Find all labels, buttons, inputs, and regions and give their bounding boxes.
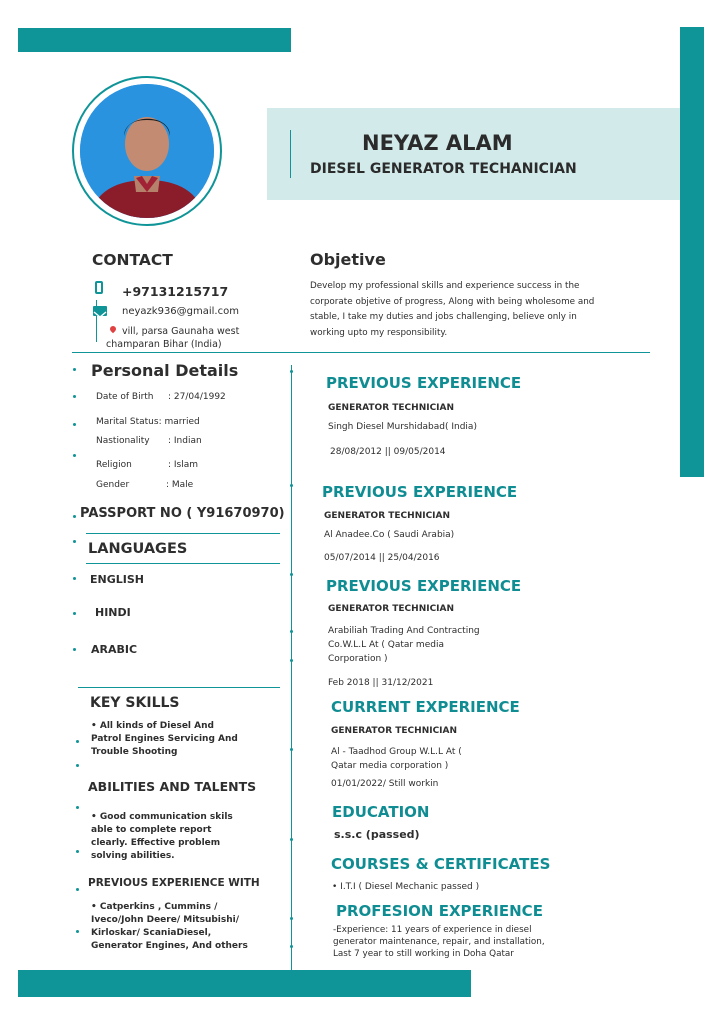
prev-with-line: • Catperkins , Cummins / [91,902,218,912]
timeline-line [291,365,292,970]
personal-row [96,480,193,490]
courses-heading: COURSES & CERTIFICATES [331,855,551,873]
profesion-line: Last 7 year to still working in Doha Qatar [333,949,514,959]
experience-company: Singh Diesel Murshidabad( India) [328,422,477,432]
personal-heading: Personal Details [91,361,239,380]
experience-company [331,745,462,773]
timeline-dot [290,838,293,841]
timeline-dot [290,945,293,948]
email-icon [93,306,107,316]
objective-line: stable, I take my duties and jobs challenging, believe only in [310,312,577,322]
email-address[interactable]: neyazk936@gmail.com [122,306,239,317]
timeline-dot [290,484,293,487]
timeline-dot [290,748,293,751]
experience-company-line: Qatar media corporation ) [331,761,449,771]
profile-photo [80,84,214,218]
skills-heading: KEY SKILLS [90,695,180,711]
person-avatar-icon [80,84,214,218]
experience-role: GENERATOR TECHNICIAN [331,726,458,736]
bullet-dot [76,888,79,891]
bullet-dot [73,612,76,615]
experience-heading: PREVIOUS EXPERIENCE [326,577,522,595]
prev-with-line: Kirloskar/ ScaniaDiesel, [91,928,212,938]
bullet-dot [76,764,79,767]
profesion-line: -Experience: 11 years of experience in diesel [333,925,532,935]
bullet-dot [73,423,76,426]
language-item: HINDI [95,606,131,619]
profesion-line: generator maintenance, repair, and installation, [333,937,545,947]
personal-row [96,417,200,427]
experience-role: GENERATOR TECHNICIAN [328,403,455,413]
personal-label: Marital Status [96,417,159,427]
timeline-dot [290,370,293,373]
profesion-heading: PROFESION EXPERIENCE [336,902,543,920]
candidate-name: NEYAZ ALAM [362,131,513,155]
bullet-dot [76,930,79,933]
education-value: s.s.c (passed) [334,828,420,841]
phone-number[interactable]: +97131215717 [122,284,229,299]
contact-heading: CONTACT [92,251,173,269]
experience-company [328,624,480,666]
section-divider [72,352,650,353]
bullet-dot [73,540,76,543]
objective-text [310,279,660,341]
languages-heading: LANGUAGES [88,541,188,557]
language-item: ARABIC [91,643,138,656]
abilities-line: • Good communication skils [91,812,233,822]
timeline-dot [290,659,293,662]
bullet-dot [76,740,79,743]
abilities-line: able to complete report [91,825,212,835]
prev-with-text [91,901,248,953]
name-divider [290,130,291,178]
personal-value: : 27/04/1992 [168,392,226,402]
phone-icon [95,281,103,294]
personal-label: Nastionality [96,436,150,446]
abilities-text [91,811,233,863]
prev-with-heading: PREVIOUS EXPERIENCE WITH [88,877,260,889]
experience-company: Al Anadee.Co ( Saudi Arabia) [324,530,455,540]
bullet-dot [76,850,79,853]
skills-line: Trouble Shooting [91,747,178,757]
timeline-dot [290,573,293,576]
experience-company-line: Corporation ) [328,654,388,664]
prev-with-line: Generator Engines, And others [91,941,248,951]
education-heading: EDUCATION [332,803,430,821]
personal-row [96,436,202,446]
passport-divider [86,533,280,534]
location-pin-icon [109,325,117,333]
personal-label: Gender [96,480,130,490]
personal-row [96,392,226,402]
experience-dates: 28/08/2012 || 09/05/2014 [330,447,446,457]
personal-value: : Indian [168,436,202,446]
experience-dates: 01/01/2022/ Still workin [331,779,439,789]
skills-line: Patrol Engines Servicing And [91,734,238,744]
abilities-line: solving abilities. [91,851,175,861]
bullet-dot [73,515,76,518]
prev-with-line: Iveco/John Deere/ Mitsubishi/ [91,915,240,925]
bullet-dot [73,577,76,580]
job-title: DIESEL GENERATOR TECHANICIAN [310,161,577,177]
personal-value: : Islam [168,460,199,470]
personal-label: Date of Birth [96,392,154,402]
timeline-dot [290,917,293,920]
bullet-dot [73,368,76,371]
bullet-dot [73,454,76,457]
address-line-1: vill, parsa Gaunaha west [122,326,240,337]
objective-line: Develop my professional skills and experience success in the [310,281,580,291]
right-vertical-bar [680,27,704,477]
profesion-text [333,924,545,960]
bottom-bar [18,970,471,997]
experience-role: GENERATOR TECHNICIAN [328,604,455,614]
bullet-dot [73,395,76,398]
passport-number: PASSPORT NO ( Y91670970) [80,506,285,521]
bullet-dot [73,648,76,651]
abilities-heading: ABILITIES AND TALENTS [88,779,257,794]
experience-company-line: Arabiliah Trading And Contracting [328,626,480,636]
skills-line: • All kinds of Diesel And [91,721,214,731]
personal-value: : married [158,417,200,427]
objective-line: working upto my responsibility. [310,327,448,338]
experience-dates: Feb 2018 || 31/12/2021 [328,678,434,688]
personal-row [96,460,198,470]
skills-text [91,720,238,759]
personal-value: : Male [166,480,194,490]
language-item: ENGLISH [90,573,144,586]
courses-value: • I.T.I ( Diesel Mechanic passed ) [332,882,480,892]
top-left-bar [18,28,291,52]
experience-dates: 05/07/2014 || 25/04/2016 [324,553,440,563]
experience-role: GENERATOR TECHNICIAN [324,511,451,521]
bullet-dot [76,806,79,809]
objective-heading: Objetive [310,250,386,269]
languages-bottom-divider [78,687,280,688]
experience-heading: CURRENT EXPERIENCE [331,698,520,716]
experience-heading: PREVIOUS EXPERIENCE [322,483,518,501]
objective-line: corporate objetive of progress, Along with being wholesome and [310,296,595,307]
experience-company-line: Al - Taadhod Group W.L.L At ( [331,747,462,757]
timeline-dot [290,630,293,633]
address-line-2: champaran Bihar (India) [106,339,222,350]
languages-divider [86,563,280,564]
experience-heading: PREVIOUS EXPERIENCE [326,374,522,392]
personal-label: Religion [96,460,132,470]
abilities-line: clearly. Effective problem [91,838,221,848]
experience-company-line: Co.W.L.L At ( Qatar media [328,640,444,650]
